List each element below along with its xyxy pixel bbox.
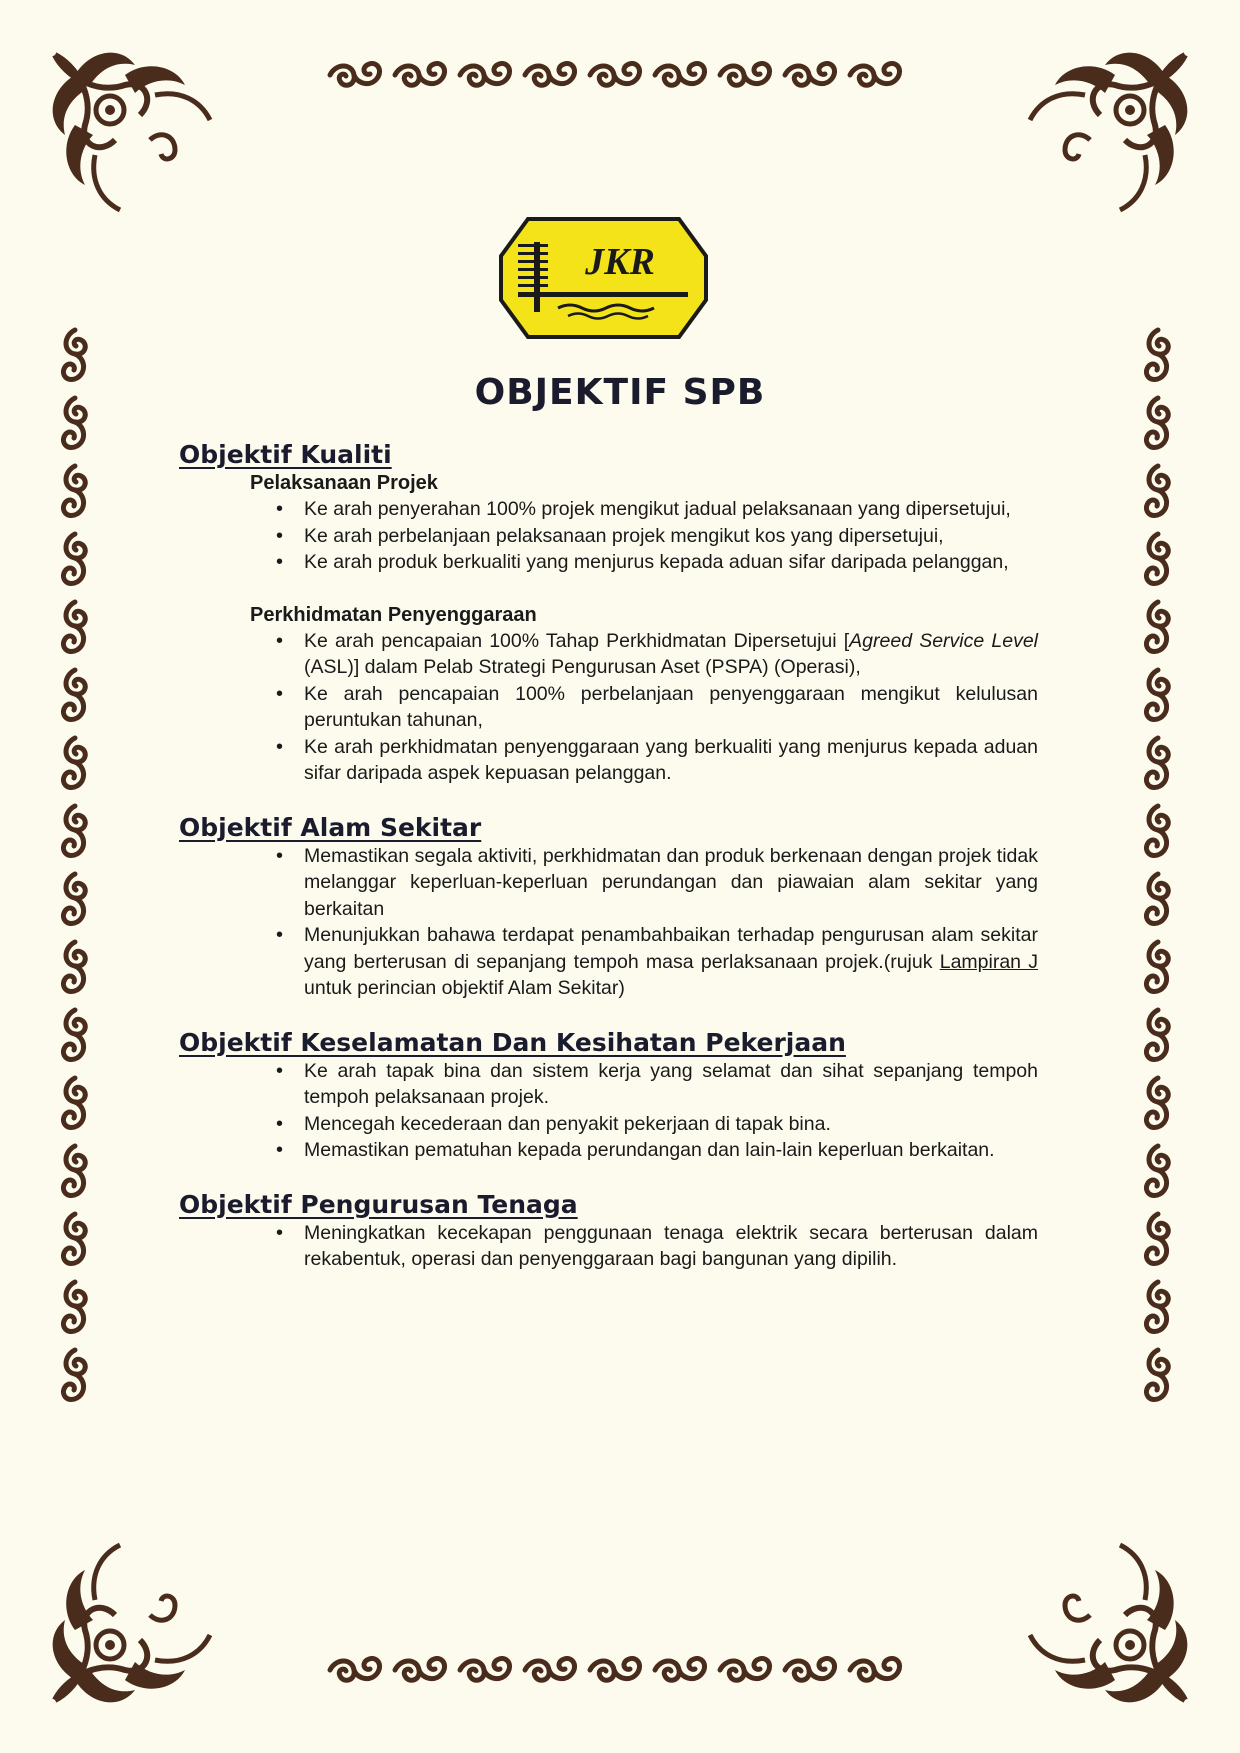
list-item: • Ke arah pencapaian 100% perbelanjaan penyenggaraan mengikut kelulusan peruntukan tahunan, <box>304 681 1041 734</box>
list-item: • Ke arah perbelanjaan pelaksanaan projek mengikut kos yang dipersetujui, <box>304 523 1041 550</box>
list-item: • Ke arah produk berkualiti yang menjurus kepada aduan sifar daripada pelanggan, <box>304 549 1041 576</box>
list-item: • Mencegah kecederaan dan penyakit pekerjaan di tapak bina. <box>304 1111 1041 1138</box>
list-item: • Memastikan pematuhan kepada perundangan dan lain-lain keperluan berkaitan. <box>304 1137 1041 1164</box>
bullet-list <box>179 628 1041 787</box>
document-body <box>179 440 1041 1273</box>
page-title: OBJEKTIF SPB <box>474 372 766 413</box>
subheading-pelaksanaan-projek: Pelaksanaan Projek <box>250 472 438 494</box>
section-heading-pengurusan-tenaga: Objektif Pengurusan Tenaga <box>179 1189 578 1219</box>
bullet-list <box>179 1058 1041 1164</box>
list-item: • Memastikan segala aktiviti, perkhidmatan dan produk berkenaan dengan projek tidak melanggar keperluan-keperluan perundangan dan piawaian alam sekitar yang berkaitan <box>304 843 1041 923</box>
section-heading-kualiti: Objektif Kualiti <box>179 440 392 469</box>
section-heading-keselamatan: Objektif Keselamatan Dan Kesihatan Pekerjaan <box>179 1027 846 1057</box>
list-item: • Ke arah tapak bina dan sistem kerja yang selamat dan sihat sepanjang tempoh tempoh pelaksanaan projek. <box>304 1058 1041 1111</box>
subheading-perkhidmatan-penyenggaraan: Perkhidmatan Penyenggaraan <box>250 603 537 626</box>
section-heading-alam-sekitar: Objektif Alam Sekitar <box>179 812 482 842</box>
jkr-logo <box>498 216 709 340</box>
lampiran-j-link[interactable]: Lampiran J <box>939 950 1039 973</box>
bullet-list <box>179 843 1041 1002</box>
list-item: • Meningkatkan kecekapan penggunaan tenaga elektrik secara berterusan dalam rekabentuk, operasi dan penyenggaraan bagi bangunan yang dipilih. <box>304 1220 1041 1273</box>
list-item: • Ke arah perkhidmatan penyenggaraan yang berkualiti yang menjurus kepada aduan sifar daripada aspek kepuasan pelanggan. <box>304 734 1041 787</box>
list-item: • Ke arah penyerahan 100% projek mengikut jadual pelaksanaan yang dipersetujui, <box>304 496 1041 523</box>
list-item: • Menunjukkan bahawa terdapat penambahbaikan terhadap pengurusan alam sekitar yang berterusan di sepanjang tempoh masa perlaksanaan projek.(rujuk Lampiran J untuk perincian objektif Alam Sekitar) <box>304 922 1041 1002</box>
bullet-list <box>179 496 1041 576</box>
bullet-list <box>179 1220 1041 1273</box>
list-item: • Ke arah pencapaian 100% Tahap Perkhidmatan Dipersetujui [Agreed Service Level (ASL)] dalam Pelab Strategi Pengurusan Aset (PSPA) (Operasi), <box>304 628 1041 681</box>
logo-text: JKR <box>585 241 655 283</box>
